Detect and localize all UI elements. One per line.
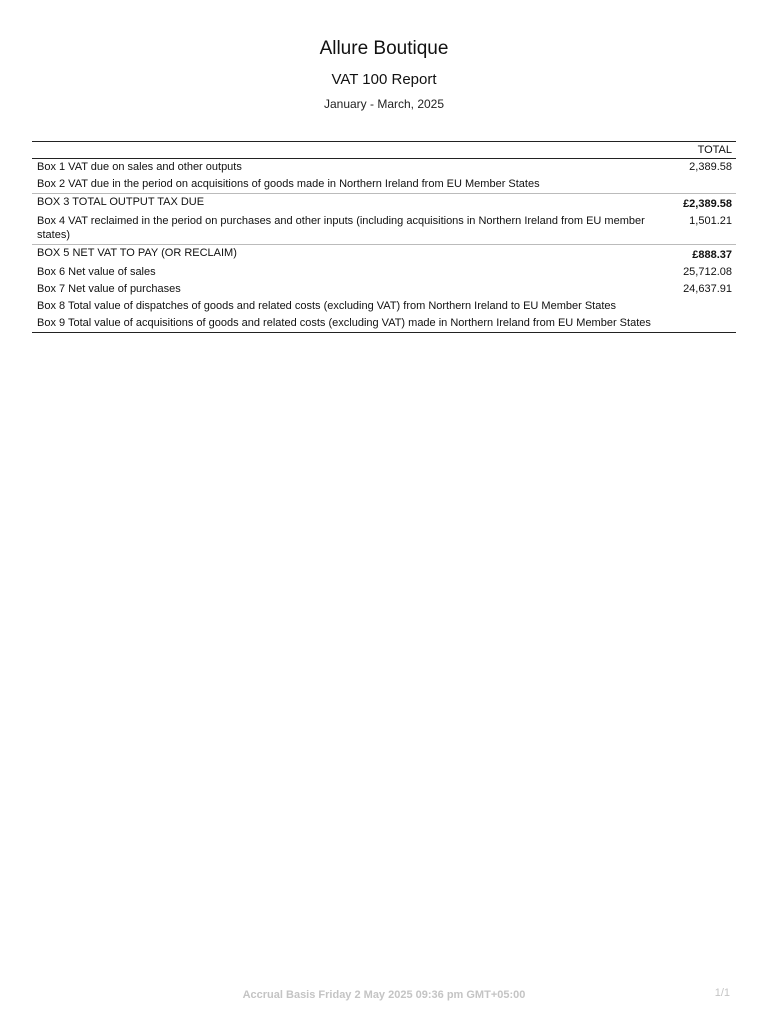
row-label: BOX 5 NET VAT TO PAY (OR RECLAIM) [32, 245, 661, 265]
row-label: Box 4 VAT reclaimed in the period on purchases and other inputs (including acquisitions in Northern Ireland from EU member states) [37, 215, 645, 241]
table-header-row [32, 142, 736, 159]
vat-report-table [32, 141, 736, 333]
row-amount: 24,637.91 [683, 283, 732, 295]
row-amount: 1,501.21 [689, 215, 732, 227]
table-row-box-8 [32, 298, 736, 315]
total-column-header: TOTAL [661, 142, 736, 159]
row-amount [661, 176, 736, 194]
row-label: BOX 3 TOTAL OUTPUT TAX DUE [32, 194, 661, 214]
row-amount: 2,389.58 [689, 161, 732, 173]
company-name: Allure Boutique [319, 38, 449, 59]
table-row-box-7 [32, 281, 736, 298]
table-row-box-1 [32, 159, 736, 177]
report-period: January - March, 2025 [323, 97, 445, 111]
row-amount: £2,389.58 [661, 194, 736, 214]
report-footer: Accrual Basis Friday 2 May 2025 09:36 pm GMT+05:00 [242, 989, 526, 1001]
label-column-header [32, 142, 661, 159]
row-label: Box 6 Net value of sales [37, 266, 156, 278]
table-row-box-3-total [32, 194, 736, 214]
page-number: 1/1 [714, 987, 730, 999]
table-row-box-2 [32, 176, 736, 194]
row-label: Box 7 Net value of purchases [37, 283, 181, 295]
report-header [0, 36, 768, 112]
row-amount: £888.37 [661, 245, 736, 265]
row-label: Box 1 VAT due on sales and other outputs [37, 161, 242, 173]
row-label: Box 9 Total value of acquisitions of goods and related costs (excluding VAT) made in Northern Ireland from EU Member States [32, 315, 661, 333]
row-amount [661, 298, 736, 315]
row-label: Box 8 Total value of dispatches of goods and related costs (excluding VAT) from Northern Ireland to EU Member States [37, 300, 617, 312]
table-row-box-4 [32, 213, 736, 245]
table-row-box-5-total [32, 245, 736, 265]
row-amount [661, 315, 736, 333]
table-row-box-9 [32, 315, 736, 333]
table-row-box-6 [32, 264, 736, 281]
row-amount: 25,712.08 [683, 266, 732, 278]
row-label: Box 2 VAT due in the period on acquisitions of goods made in Northern Ireland from EU Member States [37, 178, 540, 190]
report-title: VAT 100 Report [331, 71, 437, 88]
